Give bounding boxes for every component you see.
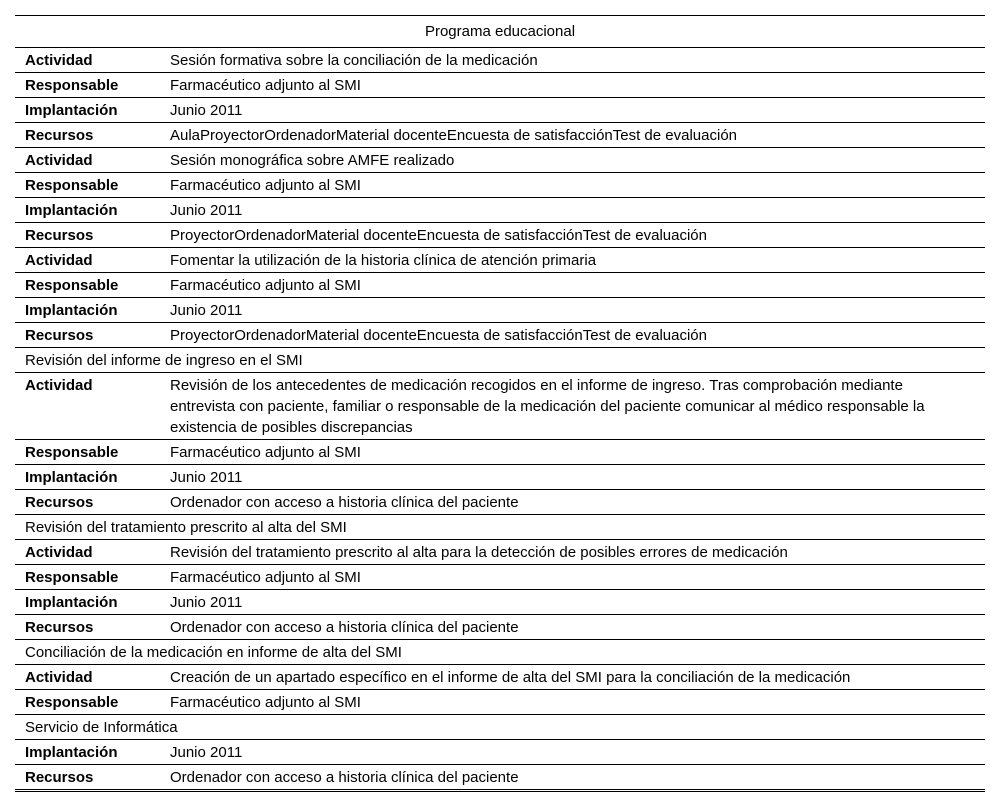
row-label: Implantación xyxy=(15,740,170,765)
row-value: Ordenador con acceso a historia clínica del paciente xyxy=(170,490,985,515)
row-value: Farmacéutico adjunto al SMI xyxy=(170,73,985,98)
row-label: Responsable xyxy=(15,73,170,98)
table-row xyxy=(15,740,985,765)
table-row xyxy=(15,273,985,298)
table-title: Programa educacional xyxy=(15,16,985,48)
row-value: Sesión formativa sobre la conciliación de la medicación xyxy=(170,48,985,73)
row-value: AulaProyectorOrdenadorMaterial docenteEncuesta de satisfacciónTest de evaluación xyxy=(170,123,985,148)
row-label: Actividad xyxy=(15,373,170,440)
table-row xyxy=(15,690,985,715)
table-row xyxy=(15,248,985,273)
section-heading: Revisión del tratamiento prescrito al alta del SMI xyxy=(15,515,985,540)
row-value: Junio 2011 xyxy=(170,198,985,223)
row-label: Recursos xyxy=(15,123,170,148)
row-label: Recursos xyxy=(15,323,170,348)
row-label: Responsable xyxy=(15,690,170,715)
row-label: Recursos xyxy=(15,223,170,248)
row-label: Responsable xyxy=(15,565,170,590)
row-label: Actividad xyxy=(15,665,170,690)
table-row xyxy=(15,765,985,791)
table-row xyxy=(15,665,985,690)
row-label: Recursos xyxy=(15,490,170,515)
row-value: Junio 2011 xyxy=(170,98,985,123)
row-label: Responsable xyxy=(15,440,170,465)
table-row xyxy=(15,323,985,348)
row-value: Revisión de los antecedentes de medicación recogidos en el informe de ingreso. Tras comprobación mediante entrevista con paciente, familiar o responsable de la medicación del paciente comunicar al médico responsable la existencia de posibles discrepancias xyxy=(170,373,985,440)
row-value: Creación de un apartado específico en el informe de alta del SMI para la conciliación de la medicación xyxy=(170,665,985,690)
table-row xyxy=(15,223,985,248)
row-value: ProyectorOrdenadorMaterial docenteEncuesta de satisfacciónTest de evaluación xyxy=(170,223,985,248)
table-row xyxy=(15,73,985,98)
row-label: Implantación xyxy=(15,298,170,323)
table-row xyxy=(15,48,985,73)
table-row xyxy=(15,540,985,565)
table-row xyxy=(15,615,985,640)
table-row xyxy=(15,590,985,615)
table-row xyxy=(15,565,985,590)
table-row xyxy=(15,373,985,440)
row-value: Farmacéutico adjunto al SMI xyxy=(170,565,985,590)
row-label: Implantación xyxy=(15,198,170,223)
section-row xyxy=(15,715,985,740)
row-label: Implantación xyxy=(15,465,170,490)
table-container xyxy=(15,15,985,792)
row-value: Ordenador con acceso a historia clínica del paciente xyxy=(170,615,985,640)
row-value: Junio 2011 xyxy=(170,465,985,490)
section-heading: Conciliación de la medicación en informe de alta del SMI xyxy=(15,640,985,665)
table-body xyxy=(15,48,985,791)
row-value: Fomentar la utilización de la historia clínica de atención primaria xyxy=(170,248,985,273)
row-label: Implantación xyxy=(15,590,170,615)
row-label: Actividad xyxy=(15,148,170,173)
row-label: Actividad xyxy=(15,48,170,73)
section-heading: Revisión del informe de ingreso en el SMI xyxy=(15,348,985,373)
row-label: Implantación xyxy=(15,98,170,123)
table-row xyxy=(15,198,985,223)
row-value: Sesión monográfica sobre AMFE realizado xyxy=(170,148,985,173)
table-row xyxy=(15,173,985,198)
row-value: Junio 2011 xyxy=(170,298,985,323)
table-row xyxy=(15,148,985,173)
table-row xyxy=(15,490,985,515)
section-row xyxy=(15,348,985,373)
section-heading: Servicio de Informática xyxy=(15,715,985,740)
section-row xyxy=(15,640,985,665)
row-label: Recursos xyxy=(25,769,94,786)
row-value: Ordenador con acceso a historia clínica del paciente xyxy=(170,769,519,786)
row-value: ProyectorOrdenadorMaterial docenteEncuesta de satisfacciónTest de evaluación xyxy=(170,323,985,348)
table-row xyxy=(15,465,985,490)
row-value: Farmacéutico adjunto al SMI xyxy=(170,273,985,298)
row-value: Farmacéutico adjunto al SMI xyxy=(170,690,985,715)
row-value: Farmacéutico adjunto al SMI xyxy=(170,440,985,465)
row-label: Responsable xyxy=(15,173,170,198)
table-row xyxy=(15,98,985,123)
table-row xyxy=(15,440,985,465)
table-row xyxy=(15,298,985,323)
row-label: Responsable xyxy=(15,273,170,298)
row-label: Recursos xyxy=(15,615,170,640)
row-value: Junio 2011 xyxy=(170,740,985,765)
row-value: Junio 2011 xyxy=(170,590,985,615)
section-row xyxy=(15,515,985,540)
table-row xyxy=(15,123,985,148)
education-program-table xyxy=(15,15,985,792)
row-value: Revisión del tratamiento prescrito al alta para la detección de posibles errores de medicación xyxy=(170,540,985,565)
row-label: Actividad xyxy=(15,248,170,273)
row-label: Actividad xyxy=(15,540,170,565)
row-value: Farmacéutico adjunto al SMI xyxy=(170,173,985,198)
